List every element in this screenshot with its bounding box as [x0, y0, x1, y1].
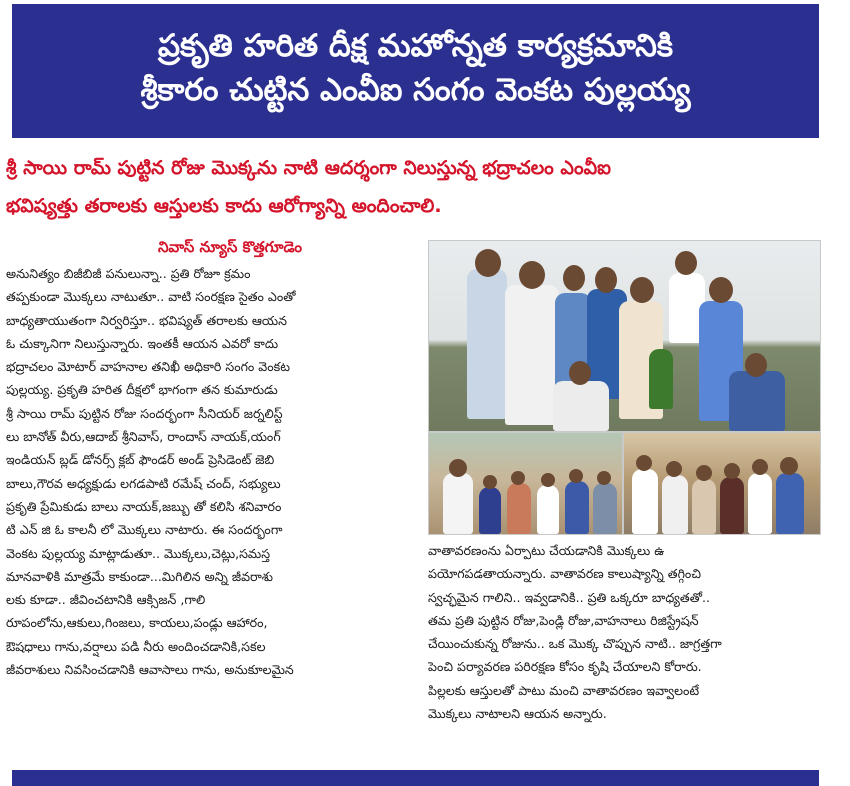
- right-line: మొక్కలు నాటాలని ఆయన అన్నారు.: [428, 706, 607, 722]
- left-line: బాలు,గౌరవ అధ్యక్షుడు లగడపాటి రమేష్ చంద్, సభ్యులు: [6, 475, 281, 491]
- left-line: లకు కూడా.. జీవించటానికి ఆక్సిజన్ ,గాలి: [6, 592, 206, 608]
- article-left-column: [6, 262, 415, 681]
- main-group-photo: [428, 240, 821, 432]
- left-line: ఓ చుక్కానిగా నిలుస్తున్నారు. ఇంతకీ ఆయన ఎవరో కాదు: [6, 335, 279, 351]
- left-line: ఔషధాలు గాను,వర్షాలు పడి నీరు అందించడానికి,సకల: [6, 638, 266, 654]
- left-line: రూపంలోను,ఆకులు,గింజలు, కాయలు,పండ్లు ఆహారం,: [6, 615, 268, 631]
- right-line: తమ ప్రతి పుట్టిన రోజు,పెండ్లి రోజు,వాహనాలు రిజిస్ట్రేషన్: [428, 612, 699, 628]
- left-line: వెంకట పుల్లయ్య మాట్లాడుతూ.. మొక్కలు,చెట్లు,సమస్త: [6, 545, 271, 561]
- left-line: భద్రాచలం మోటార్ వాహనాల తనిఖీ అధికారి సంగం వెంకట: [6, 359, 290, 375]
- left-line: అనునిత్యం బిజీబిజీ పనులున్నా.. ప్రతి రోజూ క్రమం: [6, 266, 251, 281]
- subheadline-line-1: శ్రీ సాయి రామ్ పుట్టిన రోజు మొక్కను నాటి ఆదర్శంగా నిలుస్తున్న భద్రాచలం ఎంవీఐ: [6, 157, 611, 179]
- left-line: ఇండియన్ బ్లడ్ డోనర్స్ క్లబ్ ఫౌండర్ అండ్ ప్రెసిడెంట్ జెబి: [6, 452, 275, 468]
- next-headline-banner: [12, 770, 819, 786]
- right-line: వాతావరణంను ఏర్పాటు చేయడానికి మొక్కలు ఉ: [428, 543, 665, 558]
- headline-line-1: ప్రకృతి హరిత దీక్ష మహోన్నత కార్యక్రమానికి: [157, 28, 674, 64]
- right-line: పెంచి పర్యావరణ పరిరక్షణ కోసం కృషి చేయాలని కోరారు.: [428, 659, 702, 675]
- right-line: స్వచ్ఛమైన గాలిని.. ఇవ్వడానికి.. ప్రతి ఒక్కరూ బాధ్యతతో..: [428, 589, 711, 605]
- left-line: శ్రీ సాయి రామ్ పుట్టిన రోజు సందర్భంగా సీనియర్ జర్నలిస్ట్: [6, 405, 283, 421]
- left-line: లు బానోత్ వీరు,ఆదాబ్ శ్రీనివాస్, రాందాస్ నాయక్,యంగ్: [6, 429, 281, 445]
- left-line: జీవరాశులు నివసించడానికి ఆవాసాలు గాను, అనుకూలమైన: [6, 662, 294, 678]
- left-line: ప్రకృతి ప్రేమికుడు బాలు నాయక్,జబ్బు తో కలిసి శనివారం: [6, 498, 282, 514]
- left-line: మానవాళికి మాత్రమే కాకుండా...మిగిలిన అన్ని జీవరాశు: [6, 568, 273, 584]
- headline-banner: [12, 4, 819, 138]
- right-line: పిల్లలకు ఆస్తులతో పాటు మంచి వాతావరణం ఇవ్వాలంటే: [428, 682, 700, 698]
- right-line: చేయించుకున్న రోజును.. ఒక మొక్క చొప్పున నాటి.. జాగ్రత్తగా: [428, 636, 722, 652]
- byline: నివాస్ న్యూస్ కొత్తగూడెం: [157, 238, 303, 256]
- left-line: తప్పకుండా మొక్కలు నాటుతూ.. వాటి సంరక్షణ సైతం ఎంతో: [6, 289, 296, 305]
- right-line: పయోగపడతాయన్నారు. వాతావరణ కాలుష్యాన్ని తగ్గించి: [428, 566, 701, 582]
- article-right-column: [428, 539, 823, 725]
- subheadline-line-2: భవిష్యత్తు తరాలకు ఆస్తులకు కాదు ఆరోగ్యాన్ని అందించాలి.: [6, 195, 442, 217]
- group-photo-left: [428, 432, 623, 535]
- left-line: బాధ్యతాయుతంగా నిర్వరిస్తూ.. భవిష్యత్ తరాలకు ఆయన: [6, 312, 287, 328]
- group-photo-right: [623, 432, 821, 535]
- headline-line-2: శ్రీకారం చుట్టిన ఎంవీఐ సంగం వెంకట పుల్లయ్య: [140, 72, 691, 108]
- left-line: టి ఎన్ జి ఓ కాలనీ లో మొక్కలు నాటారు. ఈ సందర్భంగా: [6, 522, 283, 538]
- left-line: పుల్లయ్య. ప్రకృతి హరిత దీక్షలో భాగంగా తన కుమారుడు: [6, 382, 278, 398]
